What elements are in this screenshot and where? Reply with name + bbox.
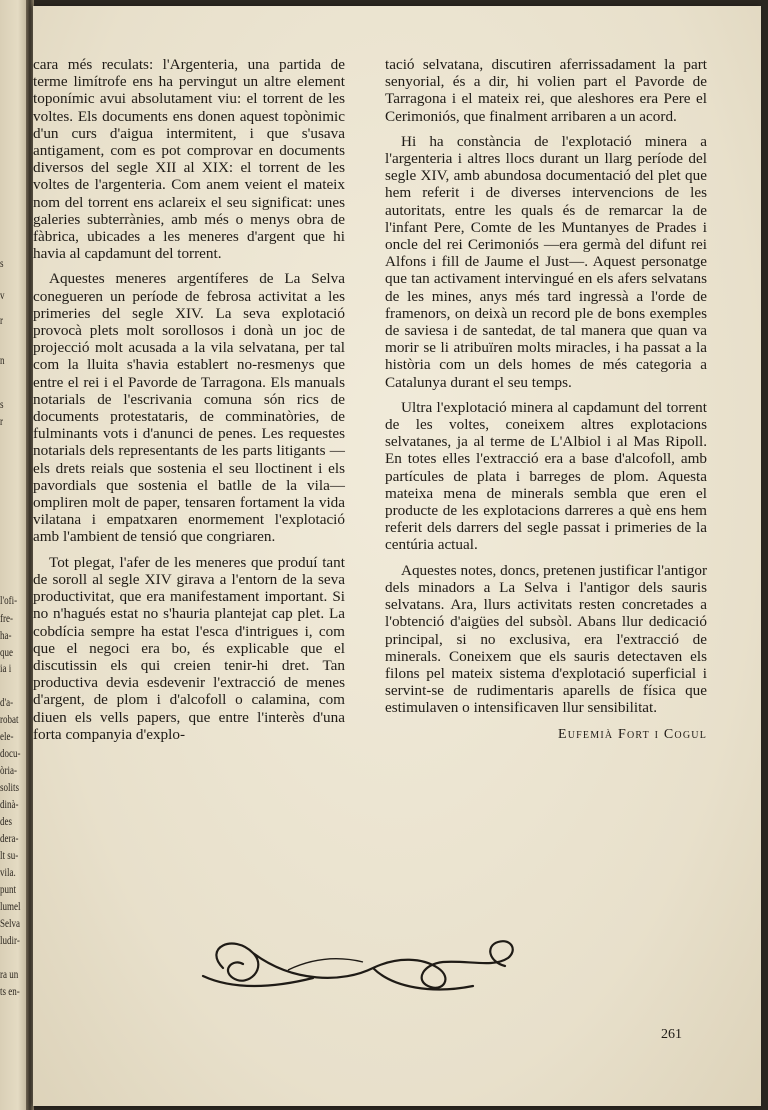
page xyxy=(33,6,761,1106)
left-page-text-fragment: ludir- xyxy=(0,933,20,947)
paragraph: tació selvatana, discutiren aferrissadament la part senyorial, és a dir, hi volien part el Pavorde de Tarragona i el mateix rei, que aleshores era Pere el Cerimoniós, que finalment arribaren a un acord. xyxy=(385,56,707,125)
paragraph: Aquestes notes, doncs, pretenen justificar l'antigor dels minadors a La Selva i l'antigor dels sauris selvatans. Ara, llurs activitats resten concretades a l'obtenció d'aigües del subsòl. Abans llur dedicació principal, si no exclusiva, era l'extracció de minerals. Coneixem que els sauris detectaven els filons pel mateix sistema d'explotació superficial i servint-se de rudimentaris aparells de física que estimulaven o intensificaven llur sensibilitat. xyxy=(385,561,707,717)
left-page-text-fragment: ele- xyxy=(0,729,14,743)
paragraph: Tot plegat, l'afer de les meneres que produí tant de soroll al segle XIV girava a l'entorn de la seva productivitat, que era manifestament important. Si no n'hagués estat no s'hauria plantejat cap plet. La cobdícia sempre ha estat l'esca d'intrigues i, com que el negoci era bo, és explicable que el discutissin els qui creien tenir-hi dret. Tan productiva devia esdevenir l'extracció de menes d'argent, de plom i d'alcofoll o calamina, com diuen els vells papers, que entre l'interès d'una forta companyia d'explo- xyxy=(33,553,345,743)
paragraph: Ultra l'explotació minera al capdamunt del torrent de les voltes, coneixem altres explotacions selvatanes, ja al terme de L'Albiol i al Mas Ripoll. En totes elles l'extracció era a base d'alcofoll, amb partícules de plata i barreges de plom. Aquesta mateixa mena de minerals sembla que eren el producte de les explotacions darreres a què ens hem referit dels darrers del segle passat i primeries de la centúria actual. xyxy=(385,398,707,554)
left-page-text-fragment: v xyxy=(0,288,5,302)
left-page-text-fragment: lt su- xyxy=(0,848,19,862)
left-page-text-fragment: des xyxy=(0,814,12,828)
left-page-text-fragment: s xyxy=(0,256,4,270)
page-number: 261 xyxy=(661,1027,682,1042)
left-page-text-fragment: fre- xyxy=(0,611,13,625)
left-page-text-fragment: docu- xyxy=(0,746,21,760)
text-column-left xyxy=(33,56,345,751)
left-page-text-fragment: r xyxy=(0,313,3,327)
left-page-text-fragment: dinà- xyxy=(0,797,19,811)
left-page-text-fragment: s xyxy=(0,397,4,411)
left-page-text-fragment: vila. xyxy=(0,865,16,879)
paragraph: Hi ha constància de l'explotació minera a l'argenteria i altres llocs durant un llarg període del segle XIV, amb abundosa documentació del plet que hem referit i de diverses intervencions de les autoritats, entre les quals és de remarcar la de l'infant Pere, Comte de les Muntanyes de Prades i oncle del rei Cerimoniós —era germà del difunt rei Alfons i fill de Jaume el Just—. Aquest personatge que tan activament intervingué en els afers selvatans de les mines, anys més tard ingressà a l'orde de framenors, on deixà un record ple de bons exemples de saviesa i de santedat, de tal manera que quan va morir se li atribuïren molts miracles, i ha passat a la història com un dels homes de més categoria a Catalunya durant el seu temps. xyxy=(385,132,707,391)
left-page-text-fragment: ia i xyxy=(0,661,12,675)
left-page-text-fragment: que xyxy=(0,645,13,659)
left-page-text-fragment: ra un xyxy=(0,967,19,981)
left-page-text-fragment: ha- xyxy=(0,628,12,642)
left-page-text-fragment: l'ofi- xyxy=(0,593,18,607)
left-page-text-fragment: solits xyxy=(0,780,20,794)
left-page-text-fragment: punt xyxy=(0,882,17,896)
flourish-ornament-icon xyxy=(193,928,533,1008)
paragraph: Aquestes meneres argentíferes de La Selva conegueren un període de febrosa activitat a les primeries del segle XIV. La seva explotació provocà plets molt sorollosos i donà un joc de projecció molt acusada a la vila selvatana, per tal com la lluita s'havia establert no-resmenys que entre el rei i el Pavorde de Tarragona. Els manuals notarials de l'escrivania comuna són rics de documents protestataris, de comminatòries, de fulminants vots i d'anunci de penes. Les requestes notarials dels representants de les parts litigants —els drets reials que sostenia el seu lloctinent i els pavordials que sostenia el batlle de la vila— ompliren molt de paper, tensaren fortament la vida vilatana i empatxaren enormement l'explotació amb l'ambient de tensió que congriaren. xyxy=(33,270,345,546)
left-page-text-fragment: lumel xyxy=(0,899,21,913)
left-page-text-fragment: dera- xyxy=(0,831,19,845)
paragraph: cara més reculats: l'Argenteria, una partida de terme limítrofe ens ha pervingut un altre element toponímic avui absolutament viu: el torrent de les voltes. Els documents ens donen aquest topònimic d'un curs d'aigua intermitent, i que s'usava antigament, com es pot comprovar en documents diversos del segle XII al XIX: el torrent de les voltes de l'argenteria. Com anem veient el mateix nom del torrent ens aclareix el seu significat: unes galeries subterrànies, amb més o menys obra de fàbrica, ubicades a les meneres d'argent que hi havia al capdamunt del torrent. xyxy=(33,56,345,263)
left-page-text-fragment: n xyxy=(0,353,5,367)
text-column-right xyxy=(385,56,707,743)
left-page-text-fragment: r xyxy=(0,414,3,428)
left-page-text-fragment: ts en- xyxy=(0,984,20,998)
left-page-text-fragment: robat xyxy=(0,712,19,726)
author-signature: Eufemià Fort i Cogul xyxy=(557,726,707,742)
left-page-text-fragment: Selva xyxy=(0,916,21,930)
left-page-text-fragment: d'a- xyxy=(0,695,14,709)
left-page-text-fragment: òria- xyxy=(0,763,17,777)
